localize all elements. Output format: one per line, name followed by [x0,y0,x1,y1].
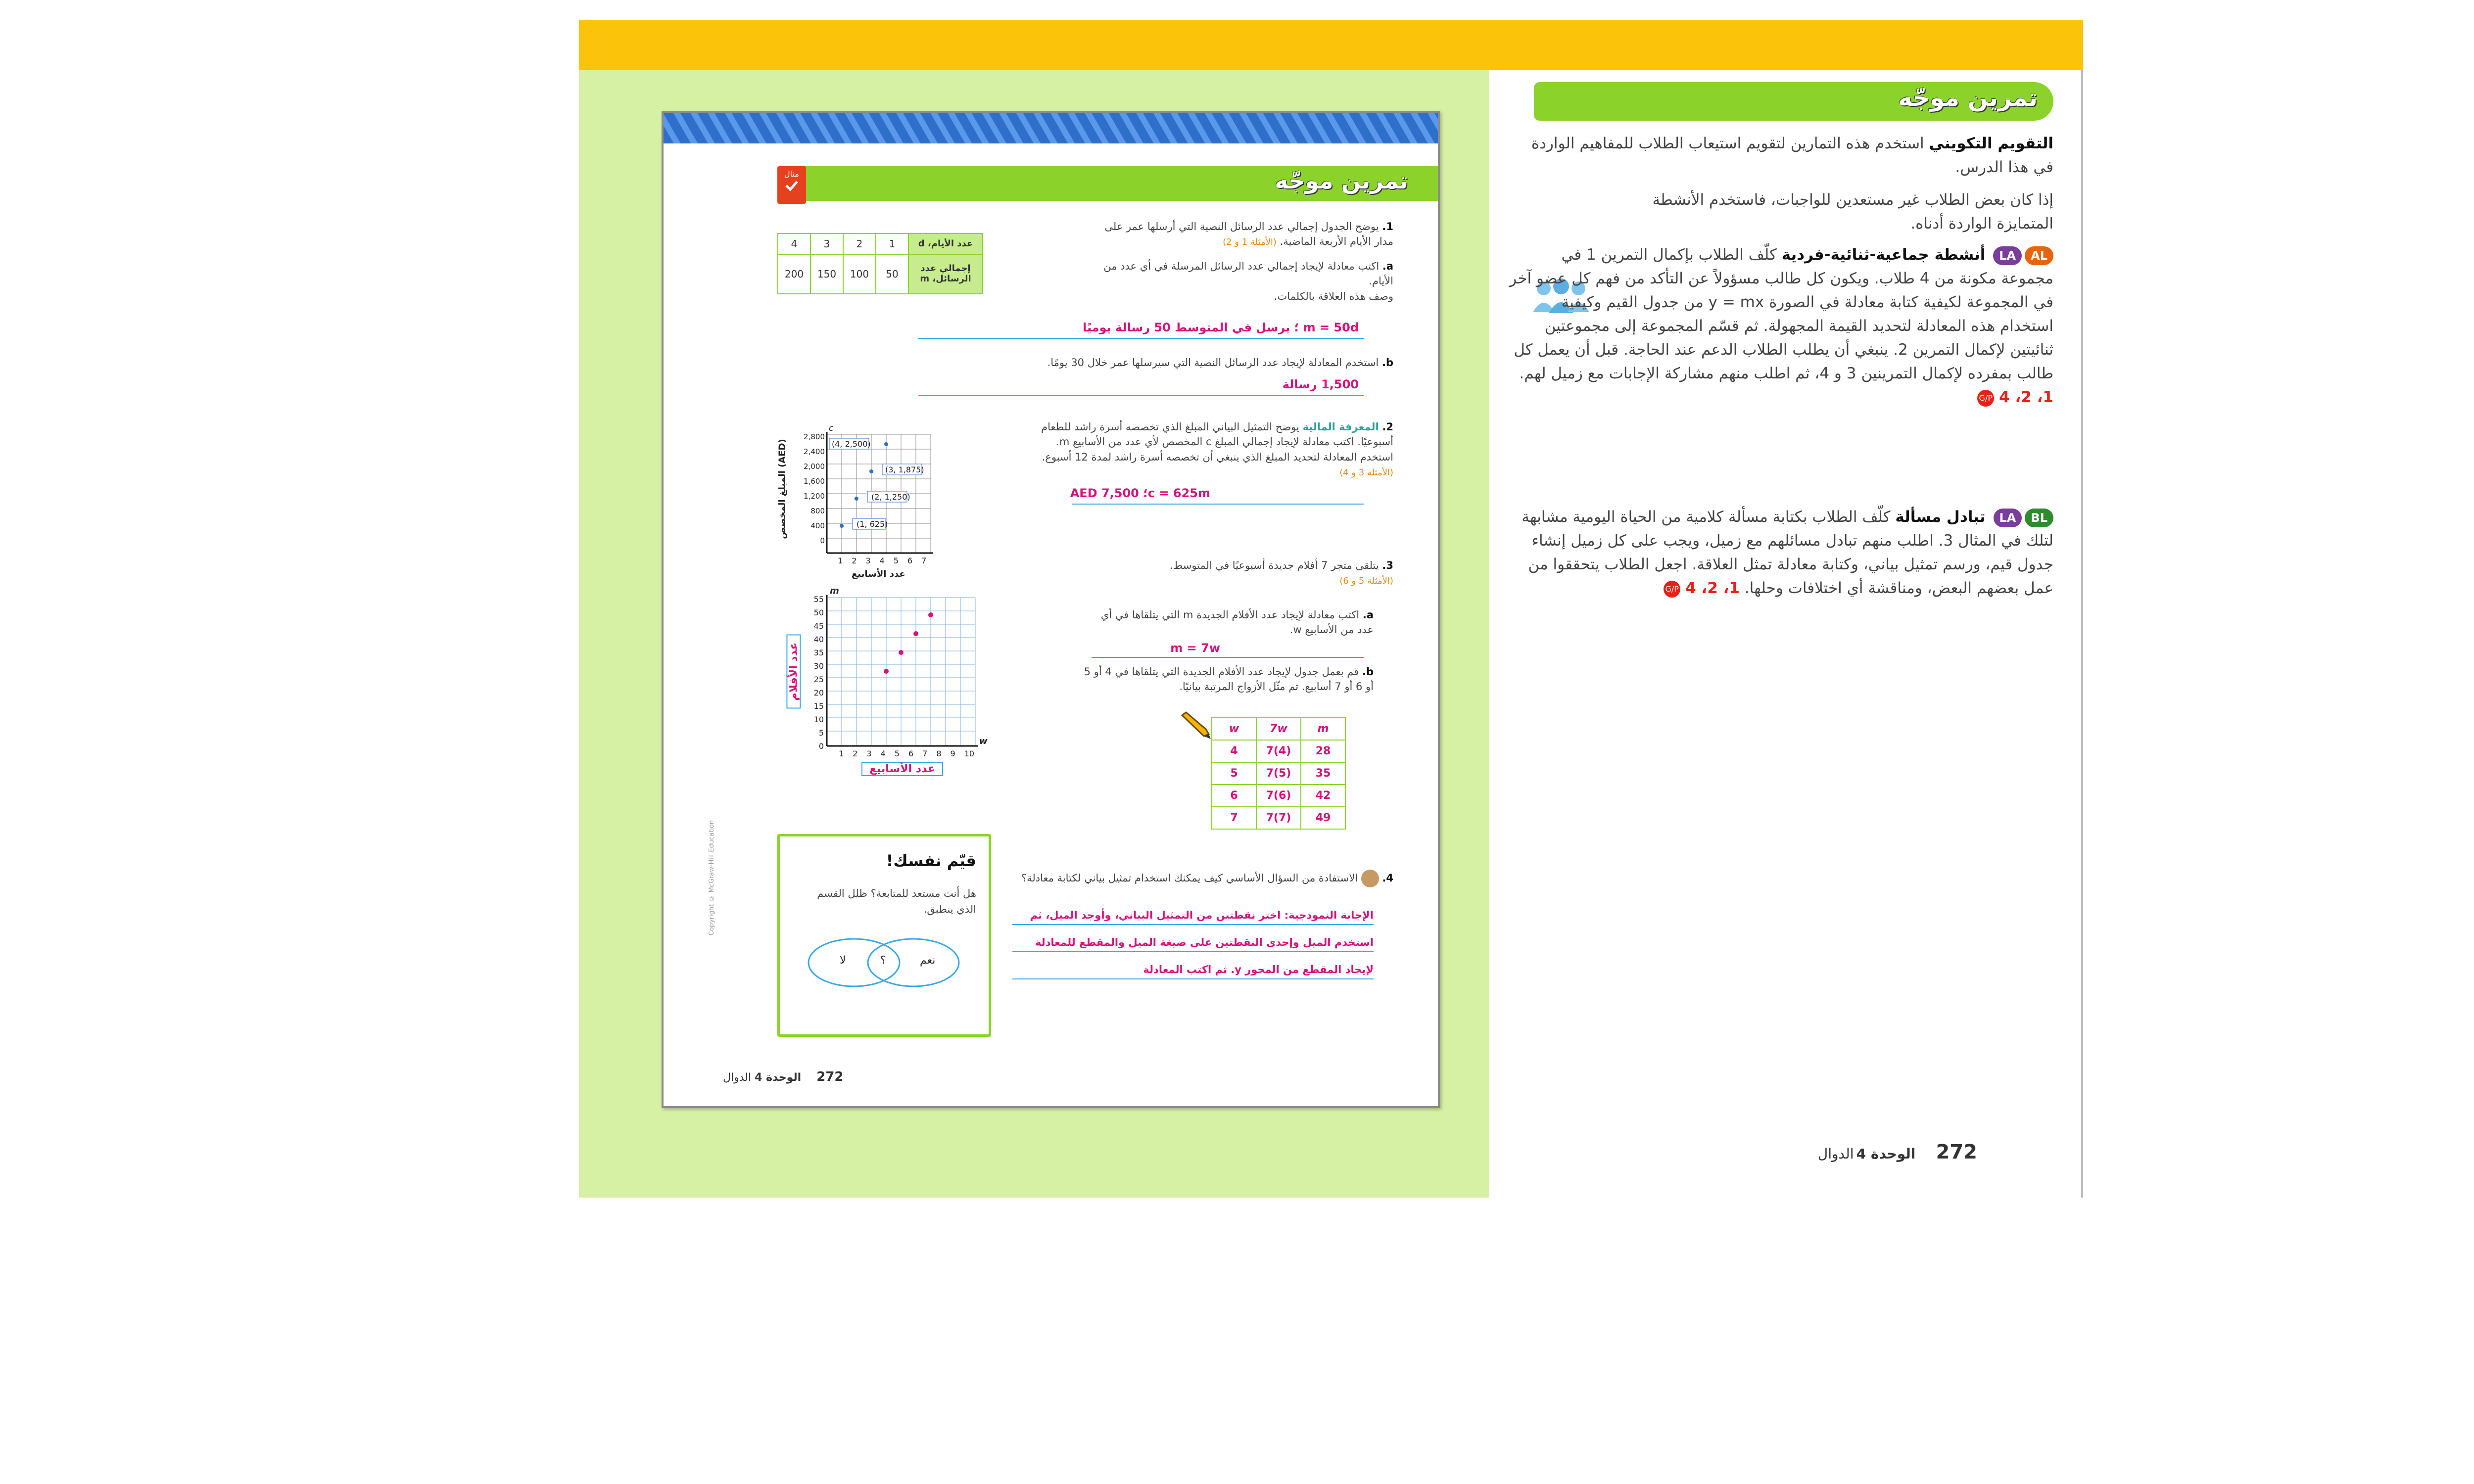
y-tick: 10 [813,715,824,724]
x-tick: 5 [894,749,900,758]
graph-y-label: المبلغ المخصص (AED) [777,439,788,539]
table-cell: 150 [810,254,843,294]
q4-answer-line3: لإيجاد المقطع من المحور y. ثم اكتب المعادلة [1143,964,1374,975]
self-check-venn [802,935,965,992]
x-tick: 3 [865,556,871,565]
q2-answer: c = 625m؛ AED 7,500 [1070,486,1210,500]
problem-exchange-text: كلّف الطلاب بكتابة مسألة كلامية من الحياة اليومية مشابهة لتلك في المثال 3. اطلب منهم تبادل مسائلهم مع زميل، ويجب على كل زميل إنشاء جدول قيم، ورسم تمثيل بياني، وكتابة معادلة تمثل العلاقة. اجعل الطلاب يتحققوا من عمل بعضهم البعض، ومناقشة أي اختلافات وحلها. [1522,508,2053,598]
x-tick: 2 [852,556,857,565]
differentiation-intro: إذا كان بعض الطلاب غير مستعدين للواجبات، فاستخدم الأنشطة المتمايزة الواردة أدناه. [1652,191,2053,233]
table-header-cell: w [1212,718,1256,740]
table-cell: 7 [1212,807,1256,829]
days-messages-table [777,233,983,294]
q3b-text: قم بعمل جدول لإيجاد عدد الأفلام الجديدة التي يتلقاها في 4 أو 5 أو 6 أو 7 أسابيع. ثم مثّل الأزواج المرتبة بيانيًا. [1084,666,1374,693]
q1b-prompt [899,355,1393,370]
q1a-answer-line [918,338,1364,339]
y-tick: 35 [813,648,824,657]
q4-prompt [1007,870,1393,887]
venn-maybe[interactable]: ؟ [880,954,886,967]
example-icon-label: مثال [784,169,799,179]
q4-answer-line1: الإجابة النموذجية: اختر نقطتين من التمثيل البياني، وأوجد الميل، ثم [1030,909,1374,921]
y-tick: 0 [820,536,825,545]
formative-assessment-text: استخدم هذه التمارين لتقويم استيعاب الطلاب للمفاهيم الواردة في هذا الدرس. [1531,135,2053,177]
table-row [1212,785,1345,807]
student-section-title: تمرين موجّه [1275,167,1408,194]
y-tick: 45 [813,621,824,631]
q1b-label: b. [1381,357,1393,369]
graph-point-label: (4, 2,500) [832,439,871,449]
q3-hint: (الأمثلة 5 و 6) [1339,576,1393,587]
graph-x-label: عدد الأسابيع [861,762,943,776]
q1-prompt [1096,219,1393,249]
la-badge: LA [1993,246,2022,265]
formative-assessment-paragraph [1509,132,2053,179]
top-color-band [579,20,2083,70]
teacher-notes [1504,82,2053,1170]
example-book-icon [777,166,806,204]
problem-exchange-label: تبادل مسألة [1895,508,1986,526]
y-tick: 1,600 [804,477,825,486]
q4-text: الاستفادة من السؤال الأساسي كيف يمكنك استخدام تمثيل بياني لكتابة معادلة؟ [1021,872,1358,884]
pencil-icon [1179,711,1214,743]
q3-prompt [1047,558,1393,588]
q4-number: 4. [1382,872,1393,884]
table-cell: 7(7) [1256,807,1301,829]
x-tick: 1 [838,556,843,565]
q2-text: يوضح التمثيل البياني المبلغ الذي تخصصه أسرة راشد للطعام أسبوعيًا. اكتب معادلة لإيجاد إجمالي المبلغ c المخصص لأي عدد من الأسابيع m. استخدم المعادلة لتحديد المبلغ الذي ينبغي أن تخصصه أسرة راشد لمدة 12 أسبوع. [1041,421,1393,463]
q3a-text: اكتب معادلة لإيجاد عدد الأفلام الجديدة m التي يتلقاها في أي عدد من الأسابيع w. [1100,609,1374,636]
page-number: 272 [1936,1141,1977,1163]
table-cell: 7(4) [1256,740,1301,762]
x-tick: 10 [964,749,975,758]
table-row [778,233,983,254]
weeks-movies-table [1211,717,1346,830]
table-cell: 4 [1212,740,1256,762]
q1a-label: a. [1382,260,1393,272]
y-tick: 1,200 [804,492,825,501]
problem-exchange-paragraph [1509,505,2053,600]
textbook-page [579,20,2083,1198]
x-tick: 3 [866,749,872,758]
exercise-refs: 1، 2، 4 [1999,388,2053,407]
x-tick: 6 [908,749,914,758]
y-tick: 20 [813,688,824,697]
graph-x-ticks [839,749,974,758]
table-row [1212,740,1345,762]
exercise-refs: 1، 2، 4 [1685,579,1740,598]
table-cell: 100 [843,254,876,294]
y-tick: 0 [818,742,824,751]
table-cell: 4 [778,233,810,254]
q2-hint: (الأمثلة 3 و 4) [1339,467,1393,478]
q1-text: يوضح الجدول إجمالي عدد الرسائل النصية التي أرسلها عمر على مدار الأيام الأربعة الماضية. [1104,221,1393,248]
table-cell: 1 [876,233,908,254]
table-cell: 50 [876,254,908,294]
y-tick: 800 [810,507,825,515]
table-cell: 35 [1301,762,1345,785]
table-cell: 5 [1212,762,1256,785]
graph-axis-letter: m [830,586,839,596]
y-tick: 2,400 [804,447,825,456]
graph-y-label: عدد الأفلام [786,635,801,709]
student-footer-sub: الدوال [723,1071,752,1084]
q1b-answer-line [918,395,1364,396]
x-tick: 7 [921,556,927,565]
group-practice-icon: G/P [1664,581,1680,598]
q3b-label: b. [1362,666,1374,678]
x-tick: 7 [922,749,928,758]
graph-axis-letter: c [829,423,834,433]
table-header-days: عدد الأيام، d [908,233,983,254]
teacher-section-title: تمرين موجّه [1898,84,2038,112]
q2-number: 2. [1382,421,1393,433]
table-cell: 6 [1212,785,1256,807]
student-footer-page: 272 [816,1069,844,1084]
formative-assessment-label: التقويم التكويني [1929,135,2053,152]
graph-axis-letter: w [979,736,988,746]
y-tick: 400 [810,521,825,530]
copyright-credit: Copyright © McGraw-Hill Education [708,820,715,936]
footer-unit: الوحدة 4 [1856,1146,1916,1162]
teacher-section-header [1534,82,2053,121]
graph-x-ticks [838,556,926,565]
x-tick: 1 [839,749,844,758]
q3-text: يتلقى متجر 7 أفلام جديدة أسبوعيًا في المتوسط. [1170,559,1379,571]
q2-tag: المعرفة المالية [1302,421,1379,433]
think-pair-share-paragraph [1509,243,2053,409]
table-header-cell: 7w [1256,718,1301,740]
q1a-answer: m = 50d ؛ يرسل في المتوسط 50 رسالة يوميًا [1082,321,1359,334]
graph-y-ticks [802,429,825,548]
q1b-answer: 1,500 رسالة [1282,377,1359,391]
q4-answer-rule [1012,978,1374,979]
movies-graph [782,588,990,773]
table-cell: 2 [843,233,876,254]
venn-no[interactable]: لا [840,954,846,967]
table-header-messages: إجمالي عدد الرسائل، m [908,254,983,294]
graph-point-label: (2, 1,250) [871,492,910,502]
table-cell: 49 [1301,807,1345,829]
x-tick: 2 [853,749,858,758]
venn-yes[interactable]: نعم [920,954,936,967]
q1a-text: اكتب معادلة لإيجاد إجمالي عدد الرسائل المرسلة في أي عدد من الأيام. [1103,260,1393,287]
y-tick: 25 [813,675,824,684]
x-tick: 9 [950,749,955,758]
footer-subject: الدوال [1817,1146,1854,1162]
graph-x-label: عدد الأسابيع [852,569,905,579]
y-tick: 2,000 [804,462,825,471]
group-practice-icon: G/P [1977,390,1994,407]
bl-badge: BL [2025,509,2053,527]
think-pair-share-label: أنشطة جماعية-ثنائية-فردية [1781,246,1986,264]
student-page-thumbnail [662,111,1440,1108]
q3-number: 3. [1382,559,1393,571]
table-cell: 200 [778,254,810,294]
page-footer [1818,1141,1977,1163]
y-tick: 15 [813,701,824,711]
x-tick: 4 [880,749,886,758]
x-tick: 6 [907,556,913,565]
q3a-answer-line [1092,657,1364,658]
y-tick: 2,800 [804,432,825,441]
q3a-label: a. [1362,609,1374,621]
x-tick: 8 [936,749,942,758]
self-check-box [777,834,991,1037]
q2-answer-line [1072,504,1364,505]
q4-answer-line2: استخدم الميل وإحدى النقطتين على صيغة الميل والمقطع للمعادلة [1035,936,1374,948]
y-tick: 50 [813,608,824,617]
q3a-answer: m = 7w [1170,641,1220,655]
q1-number: 1. [1382,221,1393,232]
q1a-prompt [1096,259,1393,304]
q3b-prompt [1077,664,1374,695]
key-question-icon [1361,870,1379,887]
student-section-header [785,166,1438,201]
y-tick: 5 [818,728,824,738]
q4-answer-rule [1012,924,1374,925]
student-footer-unit: الوحدة 4 [755,1071,802,1084]
student-footer [723,1069,844,1084]
q4-answer-rule [1012,951,1374,952]
weekly-budget-graph [777,423,970,590]
student-page-stripe [664,113,1438,143]
table-cell: 7(6) [1256,785,1301,807]
table-cell: 3 [810,233,843,254]
y-tick: 55 [813,595,824,604]
table-row [1212,762,1345,785]
table-row [1212,718,1345,740]
graph-point-label: (1, 625) [856,519,888,529]
self-check-question: هل أنت مستعد للمتابعة؟ ظلل القسم الذي ينطبق. [817,887,976,915]
table-row [778,254,983,294]
table-cell: 42 [1301,785,1345,807]
y-tick: 30 [813,661,824,671]
q1b-text: استخدم المعادلة لإيجاد عدد الرسائل النصية التي سيرسلها عمر خلال 30 يومًا. [1047,357,1379,369]
table-cell: 28 [1301,740,1345,762]
think-pair-share-text: كلّف الطلاب بإكمال التمرين 1 في مجموعة مكونة من 4 طلاب. ويكون كل طالب مسؤولاً عن التأكد من فهم كل عضو آخر في المجموعة لكيفية كتابة معادلة في الصورة y = mx من جدول القيم وكيفية استخدام هذه المعادلة لتحديد القيمة المجهولة. ثم قسّم المجموعة إلى مجموعتين ثنائيتين لإكمال التمرين 2. ينبغي أن يطلب الطلاب الدعم عند الحاجة. قبل أن يعمل كل طالب بمفرده لإكمال التمرينين 3 و 4، ثم اطلب منهم مشاركة الإجابات مع زميل لهم. [1509,246,2053,383]
q3a-prompt [1087,607,1374,638]
q1-hint: (الأمثلة 1 و 2) [1223,237,1277,248]
q2-prompt [1027,419,1393,480]
q1a-subtext: وصف هذه العلاقة بالكلمات. [1274,290,1393,302]
self-check-title: قيّم نفسك! [886,851,976,870]
graph-y-ticks [807,593,824,753]
x-tick: 5 [893,556,899,565]
la-badge: LA [1994,509,2022,527]
table-row [1212,807,1345,829]
x-tick: 4 [879,556,885,565]
al-badge: AL [2025,246,2053,265]
table-cell: 7(5) [1256,762,1301,785]
y-tick: 40 [813,635,824,644]
table-header-cell: m [1301,718,1345,740]
graph-point-label: (3, 1,875) [885,465,924,474]
